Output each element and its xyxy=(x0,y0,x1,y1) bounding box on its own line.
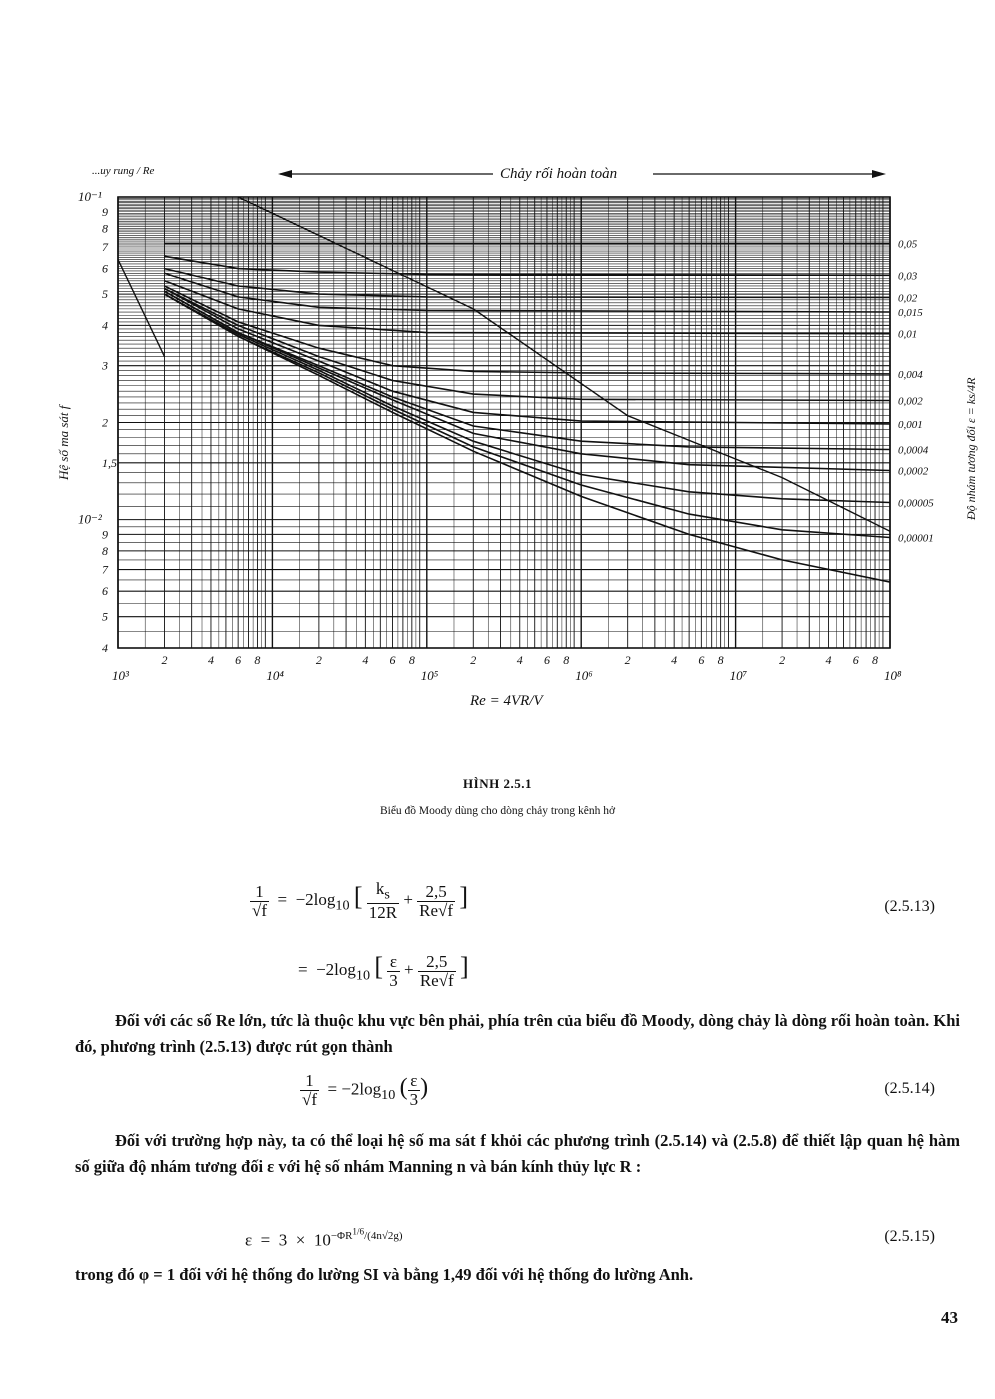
x-tick-label: 4 xyxy=(825,653,832,667)
x-tick-label: 6 xyxy=(698,653,705,667)
y-tick-label: 4 xyxy=(102,318,108,333)
x-tick-label: 10⁸ xyxy=(884,668,902,683)
page-number: 43 xyxy=(941,1308,958,1327)
x-tick-label: 10⁷ xyxy=(729,668,748,683)
x-tick-label: 6 xyxy=(852,653,859,667)
y-tick-label: 4 xyxy=(102,641,108,655)
x-tick-label: 6 xyxy=(235,653,242,667)
y-tick-label: 10⁻² xyxy=(78,511,102,527)
top-right-label: Chảy rối hoàn toàn xyxy=(500,166,618,182)
x-axis-label: Re = 4VR/V xyxy=(470,693,543,709)
y-tick-label: 8 xyxy=(102,543,108,558)
y-tick-label: 1,5 xyxy=(102,455,117,470)
x-tick-label: 6 xyxy=(543,653,550,667)
x-tick-label: 10³ xyxy=(112,668,129,683)
x-tick-label: 10⁴ xyxy=(266,668,284,683)
x-tick-label: 2 xyxy=(315,653,322,667)
roughness-label: 0,002 xyxy=(898,395,923,408)
y-tick-label: 9 xyxy=(102,204,108,219)
equation-2-5-14: $\frac{1}{√f}$ = $-2\log_{10}$ ( $\frac{\varepsilon}{3}$ ) xyxy=(302,1071,429,1109)
equation-2-5-13-line1: $\frac{1}{√f}$ = $-2\log_{10}$ [ $\frac{k_s}{12R}$ + $\frac{2,5}{Re√f}$ ] xyxy=(252,879,468,923)
laminar-line xyxy=(118,260,165,357)
equation-2-5-13-line2: = $-2\log_{10}$ [ $\frac{\varepsilon}{3}$ + $\frac{2,5}{Re√f}$ ] xyxy=(298,951,469,990)
paragraph-2: Đối với trường hợp này, ta có thể loại hệ số ma sát f khỏi các phương trình (2.5.14) và (2.5.8) để thiết lập quan hệ hàm số giữa độ nhám tương đối ε với hệ số nhám Manning n và bán kính thủy lực R : xyxy=(75,1131,960,1176)
figure-title: HÌNH 2.5.1 xyxy=(463,776,532,791)
roughness-label: 0,00005 xyxy=(898,497,934,510)
roughness-label: 0,00001 xyxy=(898,532,934,545)
y-tick-label: 2 xyxy=(102,415,108,430)
x-tick-label: 2 xyxy=(624,653,631,667)
right-axis-label: Độ nhám tương đối ε = ks/4R xyxy=(964,377,978,520)
y-tick-label: 7 xyxy=(102,239,108,254)
curve-smooth xyxy=(165,294,891,582)
roughness-label: 0,01 xyxy=(898,328,918,341)
x-tick-label: 10⁵ xyxy=(420,668,439,683)
x-tick-label: 4 xyxy=(362,653,369,667)
y-tick-label: 9 xyxy=(102,527,108,542)
curve-0-03 xyxy=(165,256,891,275)
roughness-label: 0,0002 xyxy=(898,465,929,478)
roughness-label: 0,004 xyxy=(898,368,923,381)
y-tick-label: 3 xyxy=(102,358,108,373)
roughness-labels xyxy=(898,238,934,544)
y-tick-label: 6 xyxy=(102,584,108,599)
x-tick-label: 8 xyxy=(254,653,261,667)
y-tick-labels xyxy=(78,189,117,655)
curve-0-004 xyxy=(165,286,891,374)
x-tick-labels xyxy=(112,653,902,683)
x-tick-label: 2 xyxy=(470,653,477,667)
x-tick-label: 4 xyxy=(207,653,214,667)
x-tick-label: 6 xyxy=(389,653,396,667)
x-tick-label: 8 xyxy=(408,653,415,667)
x-tick-label: 8 xyxy=(717,653,724,667)
curve-0-0002 xyxy=(165,291,891,470)
figure-subtitle: Biểu đồ Moody dùng cho dòng chảy trong kênh hở xyxy=(379,805,616,817)
x-tick-label: 10⁶ xyxy=(575,668,593,683)
x-tick-label: 2 xyxy=(779,653,786,667)
roughness-label: 0,03 xyxy=(898,270,918,283)
curve-0-002 xyxy=(165,289,891,401)
x-tick-label: 2 xyxy=(161,653,168,667)
x-tick-label: 8 xyxy=(872,653,879,667)
equation-2-5-15: $\varepsilon = 3 \times 10^{-\Phi R^{1/6}/(4n√2g)}$ xyxy=(245,1226,403,1250)
equation-number-15: (2.5.15) xyxy=(884,1228,935,1245)
y-tick-label: 6 xyxy=(102,261,108,276)
equation-number-14: (2.5.14) xyxy=(884,1080,935,1097)
roughness-label: 0,0004 xyxy=(898,444,929,457)
y-tick-label: 5 xyxy=(102,609,108,624)
y-tick-label: 7 xyxy=(102,562,108,577)
roughness-label: 0,015 xyxy=(898,307,923,320)
paragraph-1: Đối với các số Re lớn, tức là thuộc khu vực bên phải, phía trên của biểu đồ Moody, dòng chảy là dòng rối hoàn toàn. Khi đó, phương trình (2.5.13) được rút gọn thành xyxy=(75,1011,960,1056)
chart-curves xyxy=(118,197,890,582)
roughness-label: 0,05 xyxy=(898,238,918,251)
y-tick-label: 10⁻¹ xyxy=(78,189,102,204)
paragraph-3: trong đó φ = 1 đối với hệ thống đo lường SI và bằng 1,49 đối với hệ thống đo lường Anh. xyxy=(75,1265,694,1284)
y-tick-label: 5 xyxy=(102,287,108,302)
y-tick-label: 8 xyxy=(102,221,108,236)
x-tick-label: 8 xyxy=(563,653,570,667)
curve-0-015 xyxy=(165,273,891,312)
roughness-label: 0,02 xyxy=(898,292,918,305)
x-tick-label: 4 xyxy=(671,653,678,667)
top-left-label: ...uy rung / Re xyxy=(92,165,155,177)
roughness-label: 0,001 xyxy=(898,418,923,431)
equation-number-13: (2.5.13) xyxy=(884,898,935,915)
x-tick-label: 4 xyxy=(516,653,523,667)
y-axis-label: Hệ số ma sát f xyxy=(56,405,71,480)
